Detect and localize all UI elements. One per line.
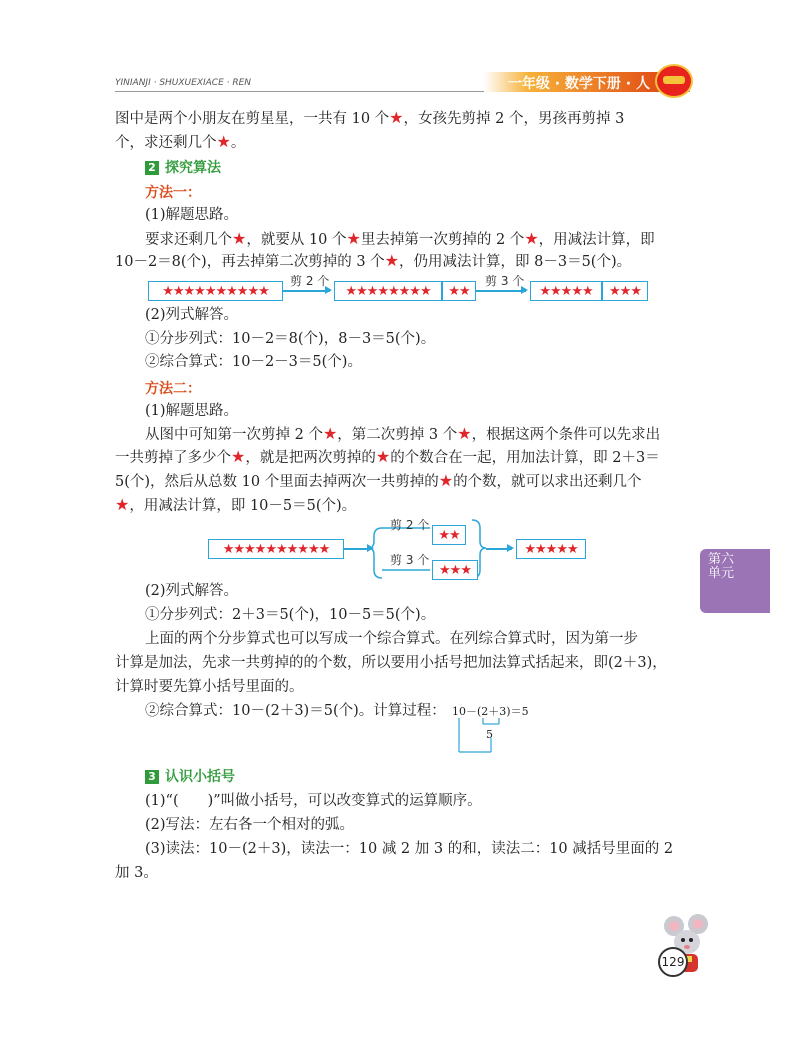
calc-bracket <box>455 716 515 756</box>
method-2-para-3: 5(个)，然后从总数 10 个里面去掉两次一共剪掉的★的个数，就可以求出还剩几个 <box>115 471 642 490</box>
method-2-step-2: (2)列式解答。 <box>145 583 239 599</box>
cut-label-1: 剪 2 个 <box>390 518 430 532</box>
method-2-step-1: (1)解题思路。 <box>145 403 239 419</box>
stars-box-3: ★★★ <box>602 281 648 301</box>
section-number: 3 <box>145 770 159 784</box>
stars-box-10: ★★★★★★★★★★ <box>148 281 283 301</box>
intro-line-1: 图中是两个小朋友在剪星星，一共有 10 个★，女孩先剪掉 2 个，男孩再剪掉 3 <box>115 108 625 127</box>
method-1-step-2: (2)列式解答。 <box>145 307 239 323</box>
cut-label-2: 剪 3 个 <box>485 274 525 288</box>
star-icon: ★ <box>375 447 391 466</box>
star-icon: ★ <box>115 495 130 514</box>
method-1-step-1: (1)解题思路。 <box>145 207 239 223</box>
section-3-heading: 3 认识小括号 <box>145 766 235 786</box>
star-icon: ★ <box>389 108 404 127</box>
header-left-text: YINIANJI · SHUXUEXIACE · REN <box>115 78 252 88</box>
unit-side-tab-label: 第六单元 <box>708 552 735 581</box>
calc-sub-result: 5 <box>486 728 493 741</box>
method-1-para-1: 要求还剩几个★，就要从 10 个★里去掉第一次剪掉的 2 个★，用减法计算，即 <box>145 229 655 248</box>
method-1-para-2: 10－2＝8(个)，再去掉第二次剪掉的 3 个★，仍用减法计算，即 8－3＝5(个)。 <box>115 251 632 270</box>
section-number: 2 <box>145 161 159 175</box>
star-icon: ★ <box>346 229 361 248</box>
stars-box-10: ★★★★★★★★★★ <box>208 539 344 559</box>
stars-box-8: ★★★★★★★★ <box>334 281 442 301</box>
cut-label-1: 剪 2 个 <box>290 274 330 288</box>
page-number: 129 <box>661 955 685 969</box>
star-icon: ★ <box>322 424 338 443</box>
unit-side-tab[interactable] <box>700 549 770 613</box>
method-2-title: 方法二： <box>145 381 201 397</box>
stars-box-5: ★★★★★ <box>516 539 586 559</box>
calc-expression: 10－(2＋3)＝5 <box>452 705 529 718</box>
arrow <box>486 548 512 550</box>
star-icon: ★ <box>216 132 231 151</box>
method-1-title: 方法一： <box>145 185 201 201</box>
method-2-eq-2: ②综合算式：10－(2＋3)＝5(个)。计算过程： <box>145 703 446 719</box>
section-2-heading: 2 探究算法 <box>145 157 221 177</box>
method-2-eq-1: ①分步列式：2＋3＝5(个)，10－5＝5(个)。 <box>145 607 436 623</box>
method-2-para-4: ★，用减法计算，即 10－5＝5(个)。 <box>115 495 357 514</box>
method-2-para-7: 计算时要先算小括号里面的。 <box>115 679 304 695</box>
arrow <box>282 290 330 292</box>
stars-box-2: ★★ <box>442 281 476 301</box>
section-3-line-4: 加 3。 <box>115 865 158 881</box>
header-right-text: 一年级 · 数学下册 · 人 <box>507 76 650 92</box>
method-2-para-1: 从图中可知第一次剪掉 2 个★，第二次剪掉 3 个★，根据这两个条件可以先求出 <box>145 424 661 443</box>
cut-label-2: 剪 3 个 <box>390 553 430 567</box>
star-icon: ★ <box>457 424 472 443</box>
arrow <box>476 290 526 292</box>
header-logo <box>655 64 693 98</box>
arrow <box>344 548 372 550</box>
section-3-line-3: (3)读法：10－(2＋3)，读法一：10 减 2 加 3 的和，读法二：10 减括号里面的 2 <box>145 841 674 857</box>
stars-box-5: ★★★★★ <box>530 281 602 301</box>
section-3-line-2: (2)写法：左右各一个相对的弧。 <box>145 817 355 833</box>
section-3-line-1: (1)“( )”叫做小括号，可以改变算式的运算顺序。 <box>145 793 482 809</box>
star-icon: ★ <box>524 229 539 248</box>
method-1-eq-1: ①分步列式：10－2＝8(个)，8－3＝5(个)。 <box>145 331 436 347</box>
stars-box-2: ★★ <box>432 525 466 545</box>
method-1-eq-2: ②综合算式：10－2－3＝5(个)。 <box>145 354 362 370</box>
intro-line-2: 个，求还剩几个★。 <box>115 132 246 151</box>
method-2-para-6: 计算是加法，先求一共剪掉的的个数，所以要用小括号把加法算式括起来，即(2＋3)， <box>115 655 667 671</box>
star-icon: ★ <box>438 471 454 490</box>
star-icon: ★ <box>232 229 247 248</box>
star-icon: ★ <box>231 447 246 466</box>
method-2-para-5: 上面的两个分步算式也可以写成一个综合算式。在列综合算式时，因为第一步 <box>145 631 638 647</box>
header-right-banner <box>484 72 660 92</box>
stars-box-3: ★★★ <box>432 560 478 580</box>
page-number-badge <box>658 947 688 977</box>
star-icon: ★ <box>384 251 400 270</box>
method-2-para-2: 一共剪掉了多少个★，就是把两次剪掉的★的个数合在一起，用加法计算，即 2＋3＝ <box>115 447 660 466</box>
